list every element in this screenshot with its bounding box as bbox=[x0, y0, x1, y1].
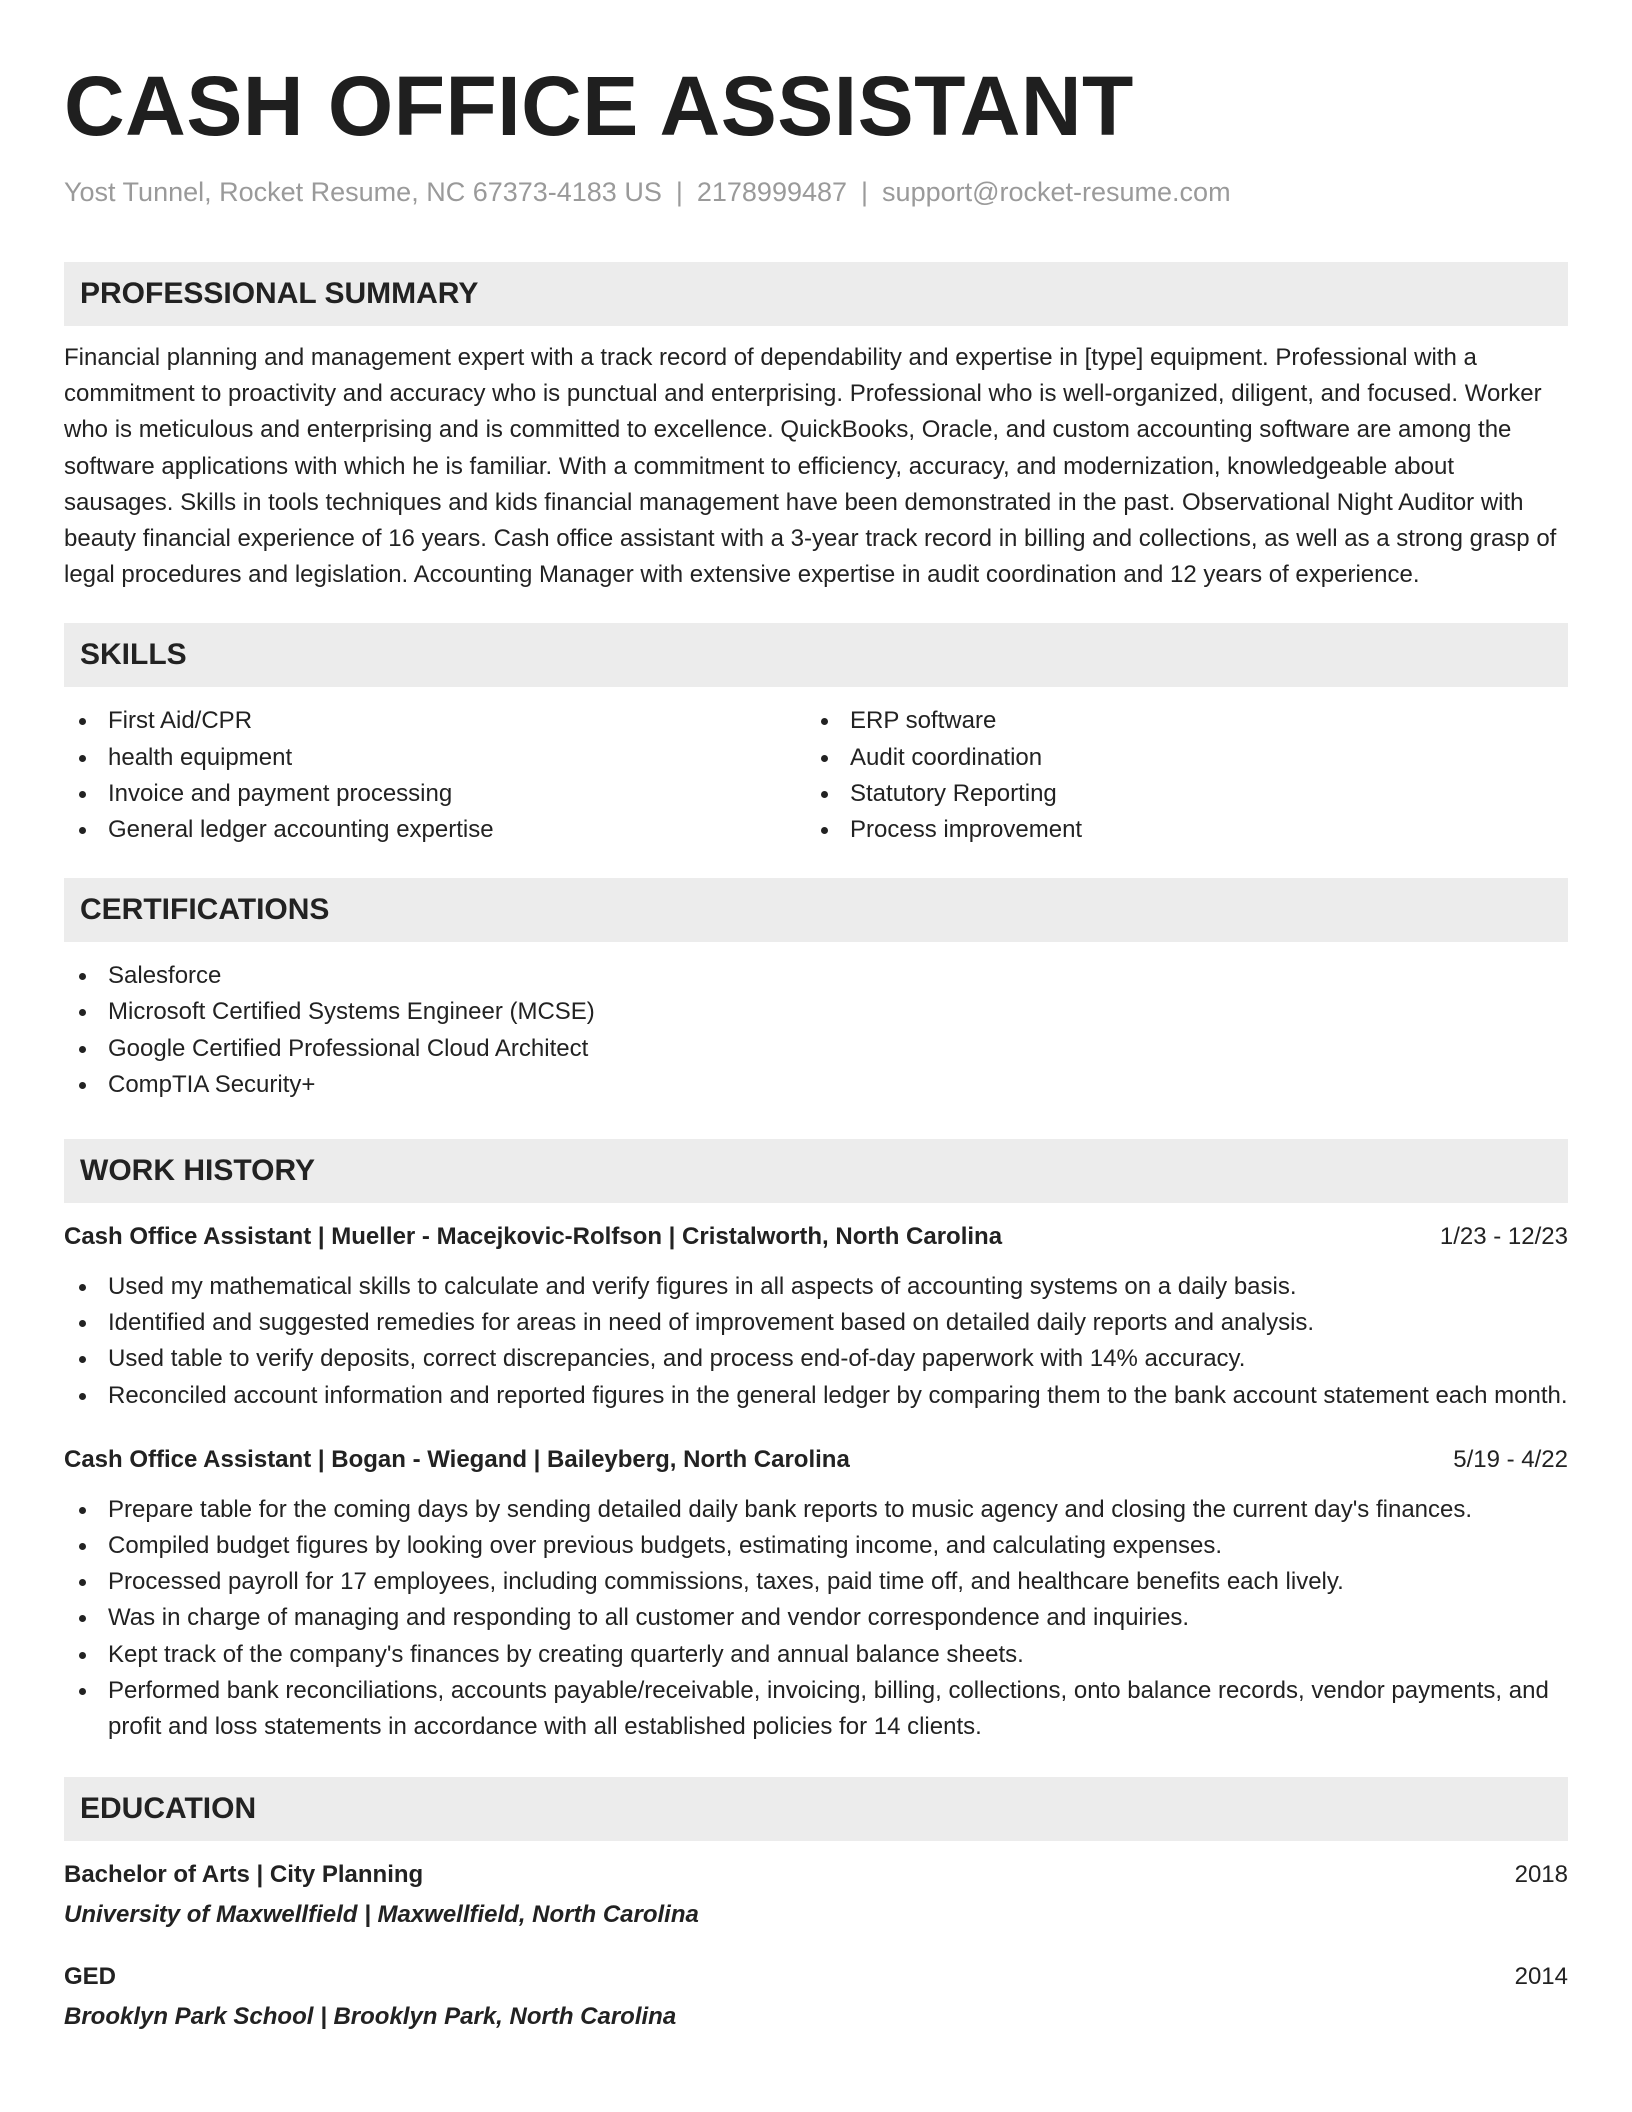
skill-item: Process improvement bbox=[806, 812, 1548, 848]
bullet-icon bbox=[79, 1688, 86, 1695]
skill-item: Statutory Reporting bbox=[806, 776, 1548, 812]
bullet-icon bbox=[821, 718, 828, 725]
job-bullet: Used my mathematical skills to calculate and verify figures in all aspects of accounting systems on a daily basis. bbox=[64, 1269, 1568, 1305]
certifications-list bbox=[64, 958, 1568, 1103]
education-year: 2018 bbox=[1514, 1861, 1568, 1889]
bullet-icon bbox=[79, 791, 86, 798]
bullet-icon bbox=[79, 1393, 86, 1400]
contact-email: support@rocket-resume.com bbox=[882, 177, 1231, 207]
education-header bbox=[64, 1859, 1568, 1891]
bullet-icon bbox=[821, 755, 828, 762]
section-header-certifications: CERTIFICATIONS bbox=[64, 878, 1568, 942]
job-bullet: Compiled budget figures by looking over previous budgets, estimating income, and calculating expenses. bbox=[64, 1528, 1568, 1564]
bullet-icon bbox=[79, 1320, 86, 1327]
section-header-education: EDUCATION bbox=[64, 1777, 1568, 1841]
skills-column-right bbox=[806, 703, 1548, 848]
education-school: Brooklyn Park School | Brooklyn Park, North Carolina bbox=[64, 2003, 677, 2031]
job-bullet: Was in charge of managing and responding to all customer and vendor correspondence and inquiries. bbox=[64, 1600, 1568, 1636]
job-header bbox=[64, 1221, 1568, 1253]
job-bullet: Performed bank reconciliations, accounts payable/receivable, invoicing, billing, collections, onto balance records, vendor payments, and profit and loss statements in accordance with all established policies for 14 clients. bbox=[64, 1673, 1568, 1745]
skills-list bbox=[64, 703, 1568, 848]
bullet-icon bbox=[79, 827, 86, 834]
bullet-icon bbox=[821, 827, 828, 834]
job-bullet: Used table to verify deposits, correct discrepancies, and process end-of-day paperwork with 14% accuracy. bbox=[64, 1341, 1568, 1377]
bullet-icon bbox=[79, 1543, 86, 1550]
education-year: 2014 bbox=[1514, 1963, 1568, 1991]
section-header-work-history: WORK HISTORY bbox=[64, 1139, 1568, 1203]
skill-item: Audit coordination bbox=[806, 740, 1548, 776]
bullet-icon bbox=[79, 1046, 86, 1053]
summary-text: Financial planning and management expert with a track record of dependability and expertise in [type] equipment. Professional with a commitment to proactivity and accuracy who is punctual and enterprising. Professional who is well-organized, diligent, and focused. Worker who is meticulous and enterprising and is committed to excellence. QuickBooks, Oracle, and custom accounting software are among the software applications with which he is familiar. With a commitment to efficiency, accuracy, and modernization, knowledgeable about sausages. Skills in tools techniques and kids financial management have been demonstrated in the past. Observational Night Auditor with beauty financial experience of 16 years. Cash office assistant with a 3-year track record in billing and collections, as well as a strong grasp of legal procedures and legislation. Accounting Manager with extensive expertise in audit coordination and 12 years of experience. bbox=[64, 344, 1557, 589]
bullet-icon bbox=[79, 1009, 86, 1016]
education-school: University of Maxwellfield | Maxwellfield, North Carolina bbox=[64, 1901, 699, 1929]
contact-address: Yost Tunnel, Rocket Resume, NC 67373-4183 US bbox=[64, 177, 662, 207]
skill-item: First Aid/CPR bbox=[64, 703, 806, 739]
certification-item: Salesforce bbox=[64, 958, 1568, 994]
candidate-title: CASH OFFICE ASSISTANT bbox=[64, 59, 1134, 153]
certification-item: CompTIA Security+ bbox=[64, 1067, 1568, 1103]
contact-separator: | bbox=[675, 177, 683, 207]
job-bullet: Processed payroll for 17 employees, including commissions, taxes, paid time off, and healthcare benefits each lively. bbox=[64, 1564, 1568, 1600]
certification-item: Google Certified Professional Cloud Architect bbox=[64, 1031, 1568, 1067]
education-degree: Bachelor of Arts | City Planning bbox=[64, 1861, 424, 1889]
education-degree: GED bbox=[64, 1963, 117, 1991]
job-entry bbox=[64, 1221, 1568, 1414]
education-entry bbox=[64, 1961, 1568, 2033]
bullet-icon bbox=[79, 718, 86, 725]
job-title: Cash Office Assistant | Bogan - Wiegand | Baileyberg, North Carolina bbox=[64, 1445, 850, 1473]
job-bullet: Prepare table for the coming days by sending detailed daily bank reports to music agency and closing the current day's finances. bbox=[64, 1492, 1568, 1528]
bullet-icon bbox=[821, 791, 828, 798]
certification-item: Microsoft Certified Systems Engineer (MCSE) bbox=[64, 994, 1568, 1030]
skill-item: General ledger accounting expertise bbox=[64, 812, 806, 848]
contact-line bbox=[64, 176, 1568, 208]
contact-separator: | bbox=[861, 177, 869, 207]
bullet-icon bbox=[79, 1507, 86, 1514]
education-header bbox=[64, 1961, 1568, 1993]
bullet-icon bbox=[79, 1082, 86, 1089]
job-bullet: Kept track of the company's finances by creating quarterly and annual balance sheets. bbox=[64, 1637, 1568, 1673]
skill-item: ERP software bbox=[806, 703, 1548, 739]
contact-phone: 2178999487 bbox=[696, 177, 848, 207]
skill-item: health equipment bbox=[64, 740, 806, 776]
bullet-icon bbox=[79, 755, 86, 762]
job-header bbox=[64, 1444, 1568, 1476]
bullet-icon bbox=[79, 973, 86, 980]
job-dates: 1/23 - 12/23 bbox=[1439, 1223, 1568, 1251]
education-entry bbox=[64, 1859, 1568, 1931]
job-bullet: Reconciled account information and reported figures in the general ledger by comparing them to the bank account statement each month. bbox=[64, 1378, 1568, 1414]
bullet-icon bbox=[79, 1284, 86, 1291]
job-entry bbox=[64, 1444, 1568, 1745]
section-header-skills: SKILLS bbox=[64, 623, 1568, 687]
bullet-icon bbox=[79, 1356, 86, 1363]
bullet-icon bbox=[79, 1579, 86, 1586]
bullet-icon bbox=[79, 1615, 86, 1622]
bullet-icon bbox=[79, 1652, 86, 1659]
skill-item: Invoice and payment processing bbox=[64, 776, 806, 812]
job-dates: 5/19 - 4/22 bbox=[1453, 1445, 1568, 1473]
skills-column-left bbox=[64, 703, 806, 848]
job-title: Cash Office Assistant | Mueller - Macejkovic-Rolfson | Cristalworth, North Carolina bbox=[64, 1223, 1003, 1251]
job-bullet: Identified and suggested remedies for areas in need of improvement based on detailed daily reports and analysis. bbox=[64, 1305, 1568, 1341]
section-header-summary: PROFESSIONAL SUMMARY bbox=[64, 262, 1568, 326]
job-bullets bbox=[64, 1492, 1568, 1745]
job-bullets bbox=[64, 1269, 1568, 1414]
